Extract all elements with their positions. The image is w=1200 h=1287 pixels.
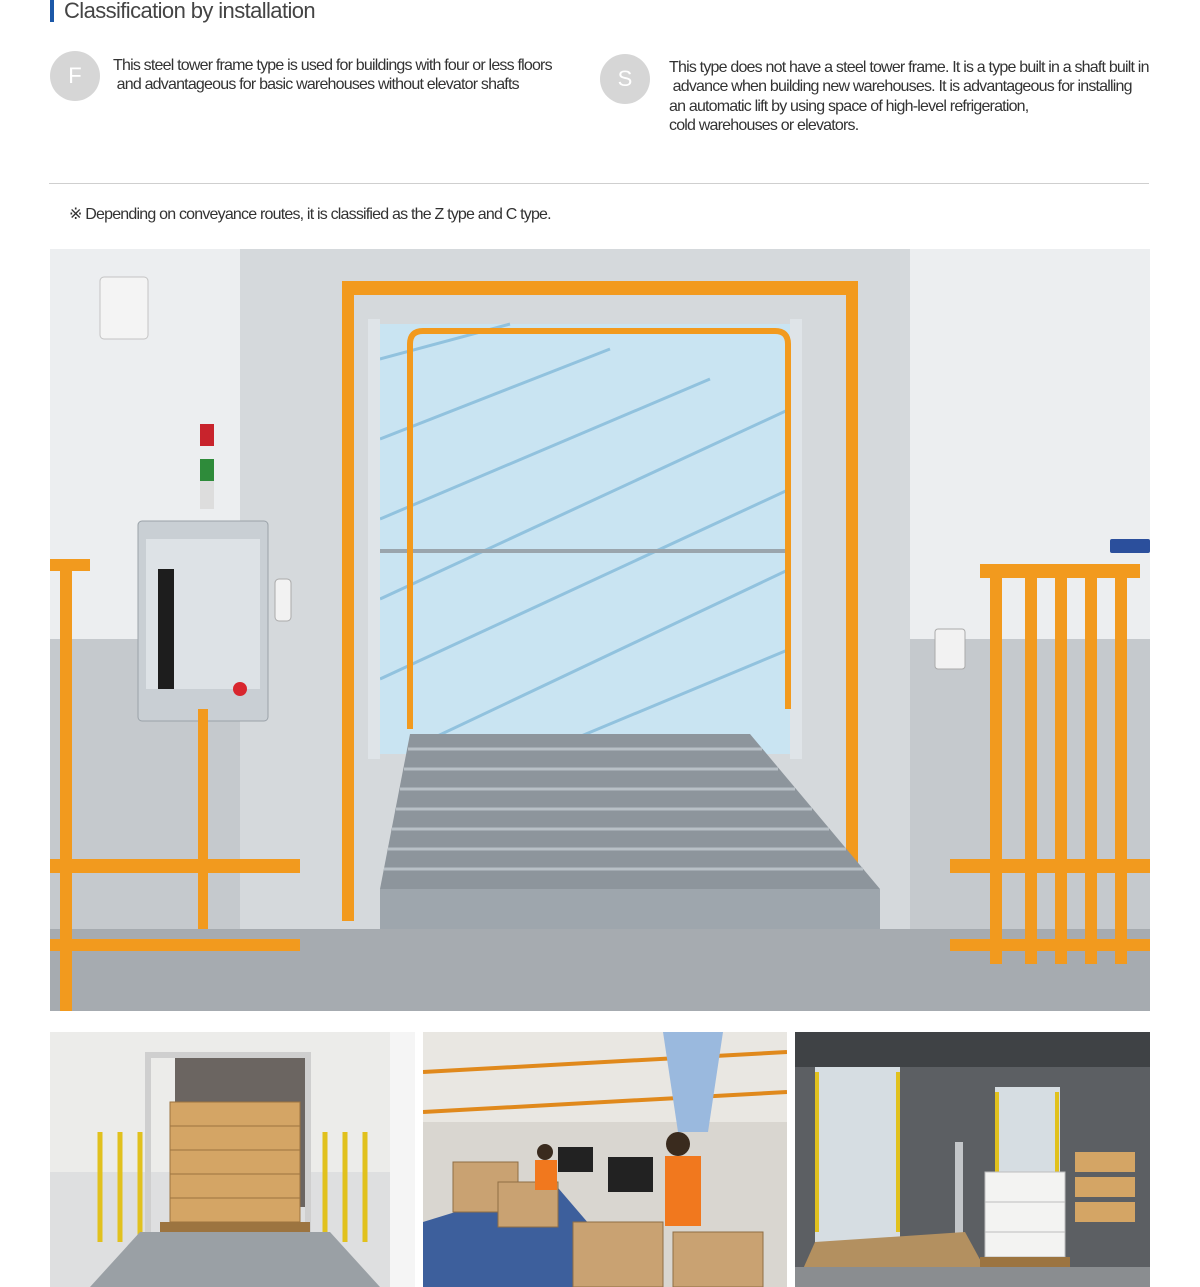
divider [49,183,1149,184]
main-lift-photo [50,249,1150,1011]
type-f-badge: F [50,51,100,101]
pallet-lift-photo [50,1032,415,1287]
refrigerated-lift-photo [795,1032,1150,1287]
warehouse-workers-photo [423,1032,787,1287]
conveyance-note: ※ Depending on conveyance routes, it is classified as the Z type and C type. [69,206,551,223]
type-s-badge: S [600,54,650,104]
type-s-description: This type does not have a steel tower frame. It is a type built in a shaft built in advance when building new warehouses. It is advantageous for installing an automatic lift by using space of high-level refrigeration, cold warehouses or elevators. [669,59,1149,134]
section-title: Classification by installation [50,0,315,22]
type-f-description: This steel tower frame type is used for buildings with four or less floors and advantageous for basic warehouses without elevator shafts [113,57,552,94]
